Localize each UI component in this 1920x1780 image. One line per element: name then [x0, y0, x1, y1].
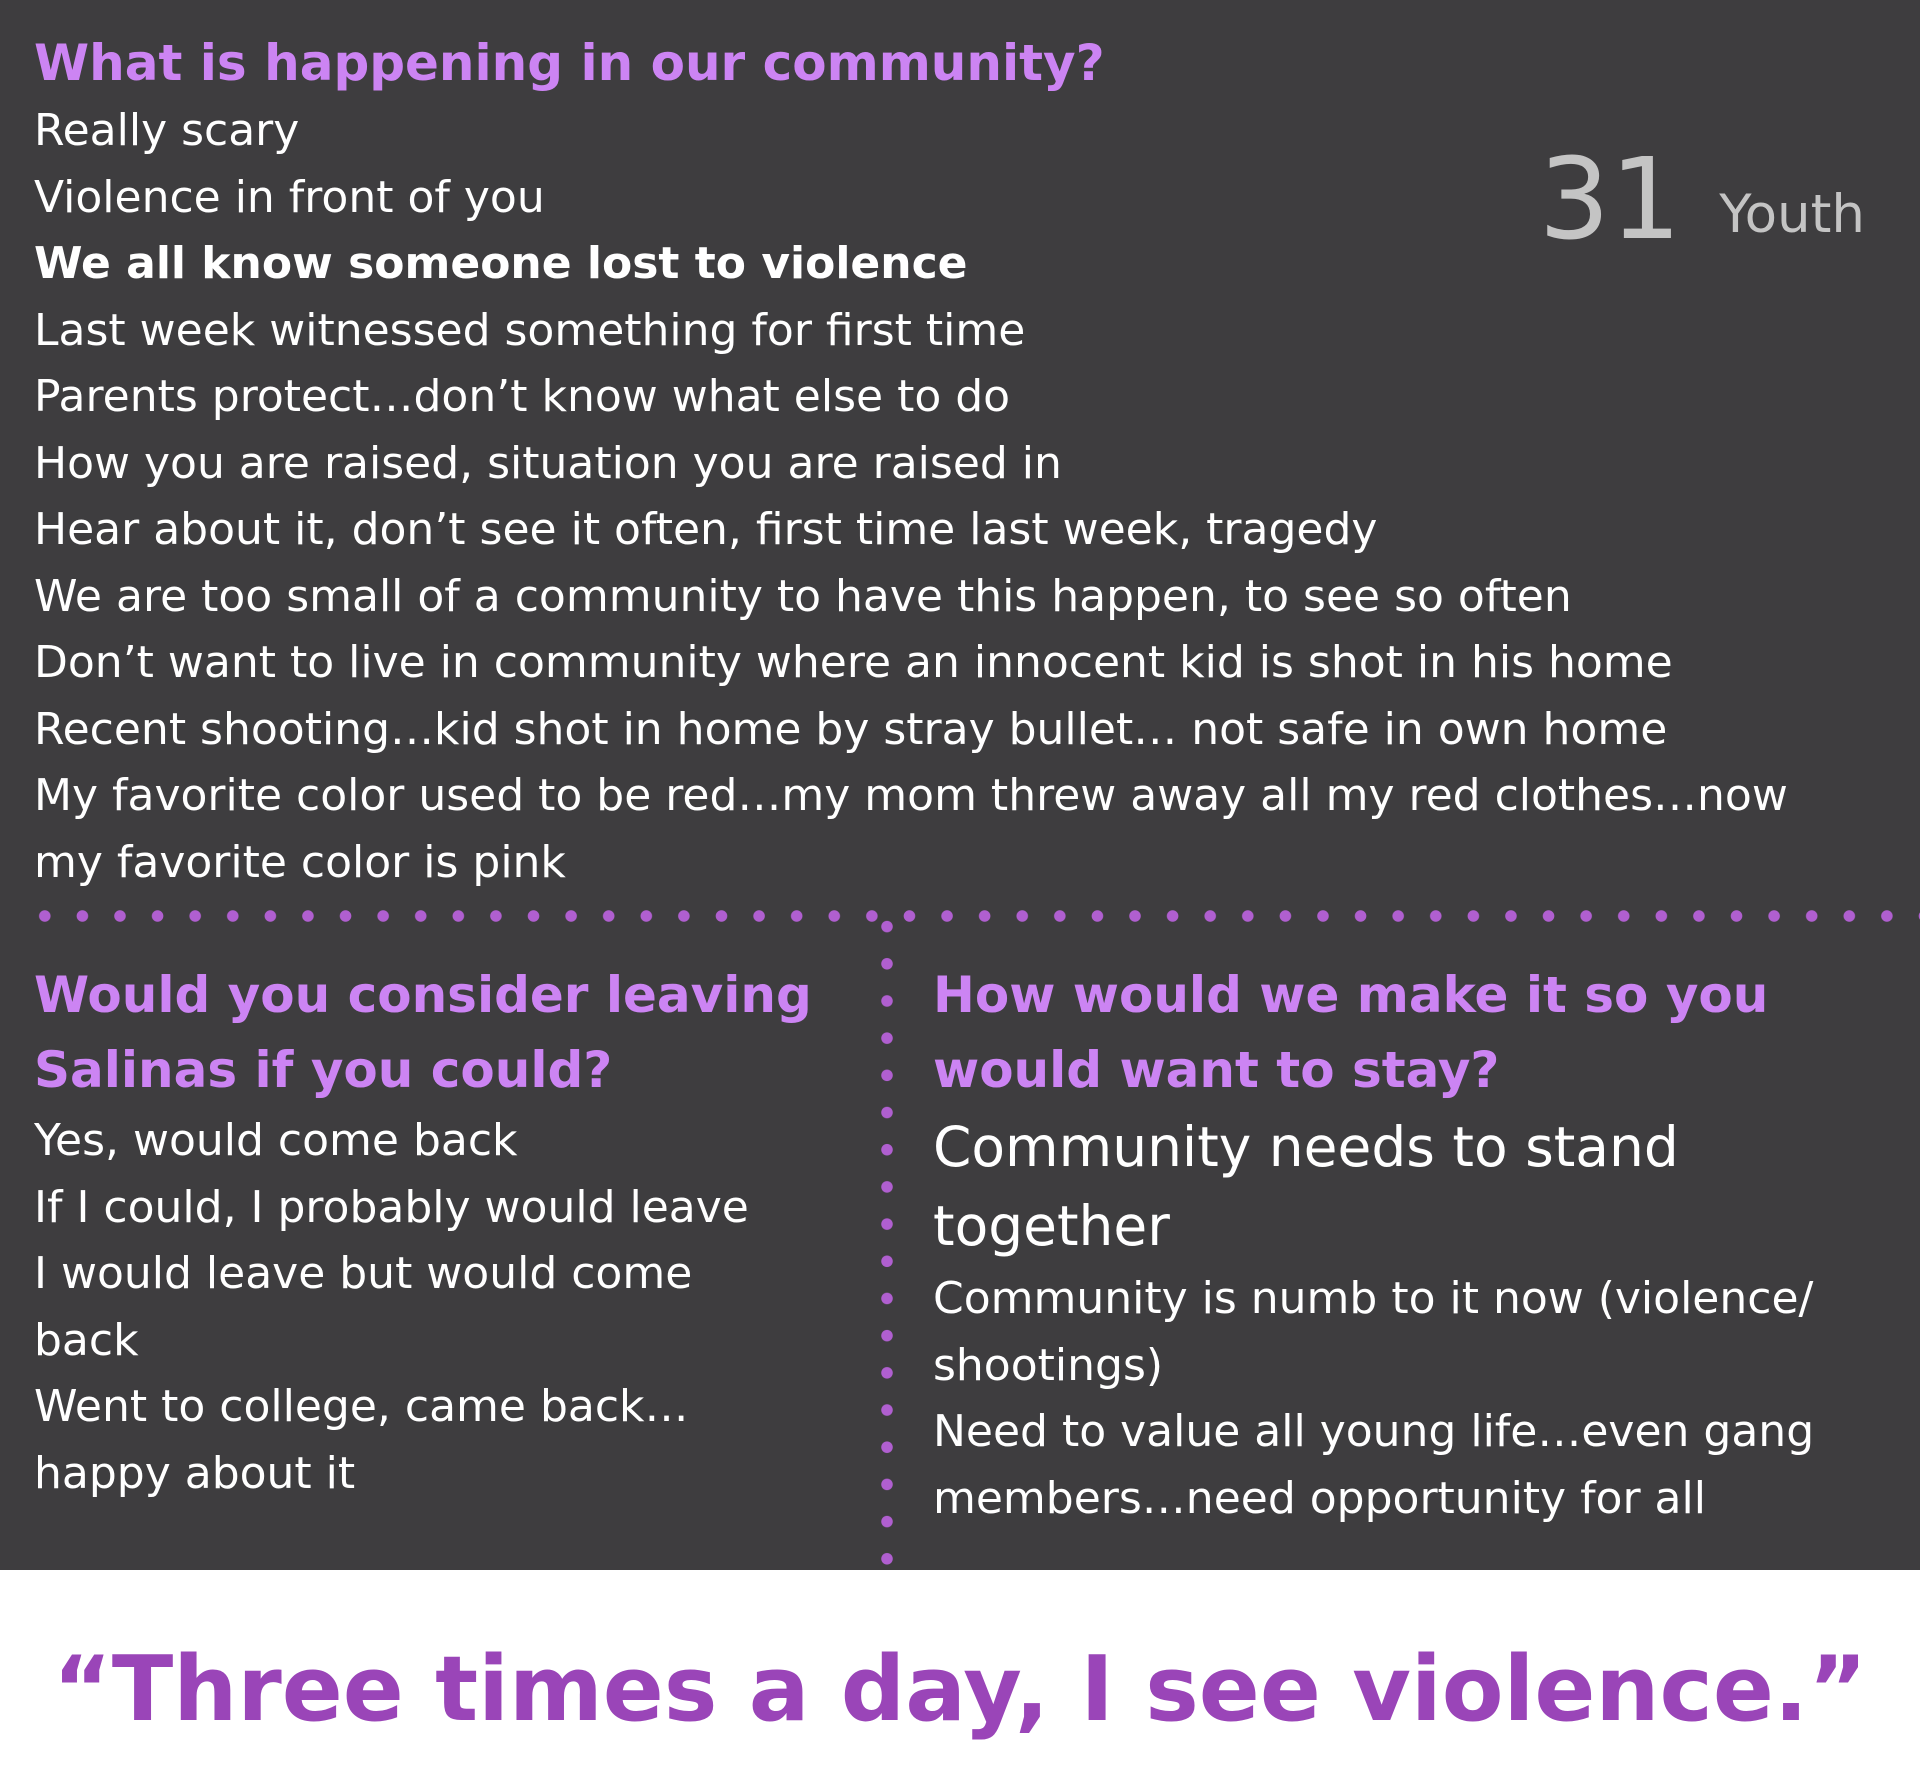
- participant-count-number: 31: [1538, 135, 1682, 265]
- participant-count: [1538, 135, 1865, 265]
- response-line: my favorite color is pink: [34, 836, 566, 888]
- response-line: Yes, would come back: [34, 1115, 518, 1166]
- response-line: Last week witnessed something for first time: [34, 304, 1026, 356]
- heading-line: would want to stay?: [933, 1041, 1500, 1099]
- response-line: My favorite color used to be red…my mom threw away all my red clothes…now: [34, 770, 1788, 821]
- response-line: Really scary: [34, 105, 300, 156]
- staying-question-heading: [933, 958, 1883, 1108]
- response-line: Hear about it, don’t see it often, first time last week, tragedy: [34, 504, 1378, 555]
- participant-count-label: Youth: [1719, 184, 1865, 245]
- response-line: Need to value all young life…even gang members…need opportunity for all: [933, 1406, 1815, 1524]
- response-line: I would leave but would come back: [34, 1248, 693, 1366]
- leaving-question-heading: [34, 958, 864, 1108]
- response-line: If I could, I probably would leave: [34, 1181, 749, 1233]
- response-line: We are too small of a community to have this happen, to see so often: [34, 570, 1572, 622]
- response-line: Parents protect…don’t know what else to do: [34, 371, 1011, 422]
- heading-line: Would you consider leaving: [34, 966, 812, 1024]
- response-line: Went to college, came back… happy about it: [34, 1381, 689, 1499]
- heading-line: How would we make it so you: [933, 966, 1769, 1024]
- community-question-heading: What is happening in our community?: [34, 34, 1105, 92]
- heading-line: Salinas if you could?: [34, 1041, 613, 1099]
- response-line: Recent shooting…kid shot in home by stray bullet… not safe in own home: [34, 703, 1668, 755]
- leaving-section: [34, 958, 864, 1507]
- response-line: Community needs to stand together: [933, 1115, 1679, 1258]
- staying-section: [933, 958, 1883, 1532]
- response-line: Violence in front of you: [34, 171, 545, 223]
- response-line: How you are raised, situation you are raised in: [34, 437, 1062, 489]
- response-line-emphasized: We all know someone lost to violence: [34, 238, 968, 289]
- dotted-divider-vertical: [880, 908, 894, 1568]
- response-line: Community is numb to it now (violence/ shootings): [933, 1273, 1814, 1391]
- dotted-divider-horizontal: [26, 909, 1920, 923]
- response-line: Don’t want to live in community where an innocent kid is shot in his home: [34, 637, 1673, 688]
- pull-quote: “Three times a day, I see violence.”: [52, 1637, 1868, 1742]
